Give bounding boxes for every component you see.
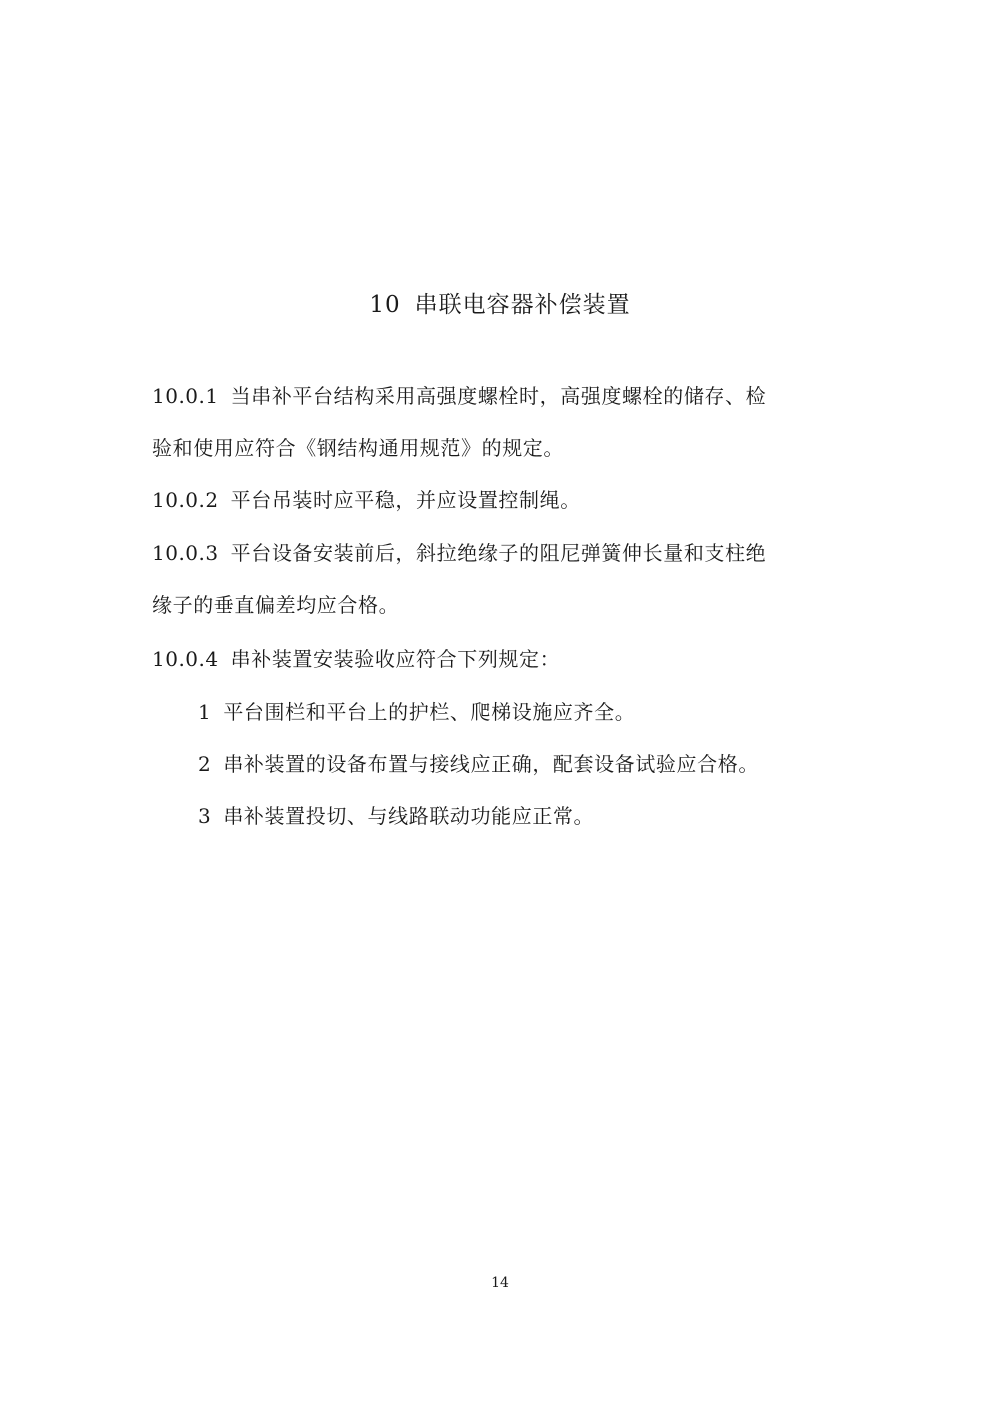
page-number: 14	[491, 1275, 509, 1291]
clause-10-0-3-line-1	[152, 538, 852, 568]
clause-text: 验和使用应符合《钢结构通用规范》的规定。	[152, 436, 564, 460]
clause-number: 10.0.2	[152, 488, 219, 512]
clause-10-0-2	[152, 485, 852, 515]
item-number: 2	[198, 752, 212, 776]
clause-number: 10.0.4	[152, 647, 219, 671]
clause-10-0-3-line-2	[152, 590, 852, 620]
item-text: 平台围栏和平台上的护栏、爬梯设施应齐全。	[223, 700, 636, 724]
chapter-number: 10	[369, 292, 401, 318]
list-item	[198, 697, 858, 727]
item-text: 串补装置的设备布置与接线应正确，配套设备试验应合格。	[223, 752, 759, 776]
clause-text: 平台设备安装前后，斜拉绝缘子的阻尼弹簧伸长量和支柱绝	[230, 541, 767, 565]
clause-10-0-1-line-2	[152, 433, 852, 463]
clause-10-0-4	[152, 644, 852, 674]
list-item	[198, 749, 858, 779]
chapter-title	[0, 288, 1000, 322]
item-number: 3	[198, 804, 212, 828]
clause-number: 10.0.3	[152, 541, 219, 565]
chapter-title-text: 串联电容器补偿装置	[414, 292, 631, 318]
clause-text: 缘子的垂直偏差均应合格。	[152, 593, 400, 617]
clause-10-0-1-line-1	[152, 381, 852, 411]
clause-text: 串补装置安装验收应符合下列规定：	[230, 647, 561, 671]
list-item	[198, 801, 858, 831]
clause-text: 平台吊装时应平稳，并应设置控制绳。	[230, 488, 581, 512]
clause-number: 10.0.1	[152, 384, 219, 408]
clause-text: 当串补平台结构采用高强度螺栓时，高强度螺栓的储存、检	[230, 384, 767, 408]
item-text: 串补装置投切、与线路联动功能应正常。	[223, 804, 595, 828]
item-number: 1	[198, 700, 212, 724]
